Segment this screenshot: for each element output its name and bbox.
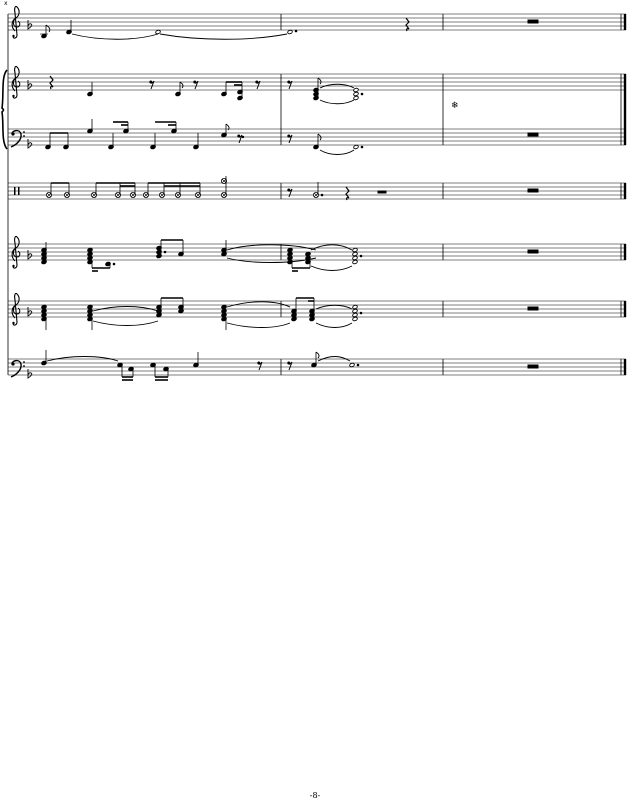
staff-4-notes (46, 176, 538, 200)
staff-1-notes (40, 18, 538, 39)
clefs (11, 6, 25, 377)
piano-brace (2, 70, 7, 149)
page-number: -8- (309, 791, 321, 800)
pedal-mark: ❄ (451, 101, 459, 111)
staff-6-notes (41, 298, 538, 330)
staff-5-notes (41, 240, 538, 271)
staff-7-notes (41, 350, 538, 380)
staff-2-notes (50, 76, 459, 111)
corner-mark: x (4, 0, 8, 7)
